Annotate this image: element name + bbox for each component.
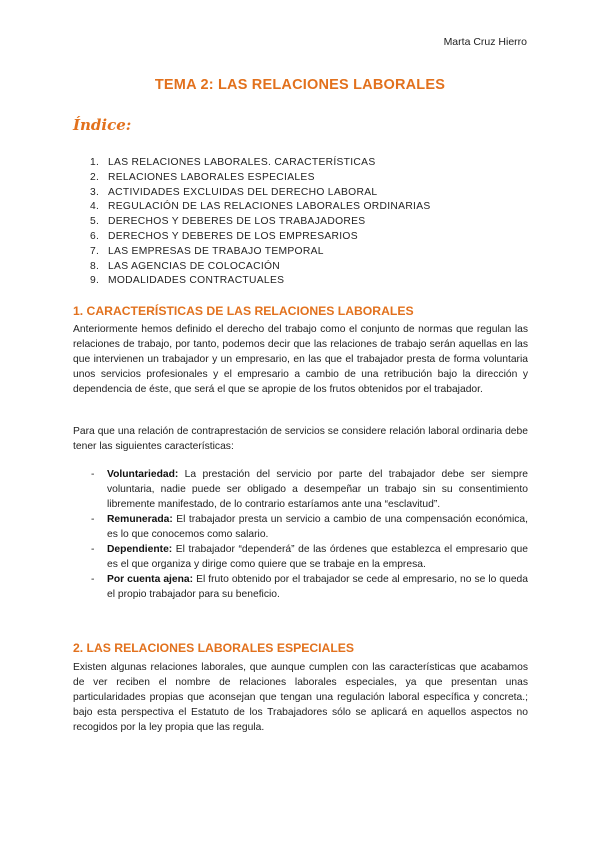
toc-item-number: 5. [90, 216, 100, 228]
toc-item-label: LAS AGENCIAS DE COLOCACIÓN [108, 260, 281, 272]
toc-item-number: 2. [90, 171, 100, 183]
bullet-text: El trabajador presta un servicio a cambio de una compensación económica, es lo que conocemos como salario. [107, 514, 528, 540]
toc-item-number: 4. [90, 201, 100, 213]
toc-item-label: MODALIDADES CONTRACTUALES [108, 275, 285, 287]
bullet-term: Por cuenta ajena: [107, 574, 194, 585]
toc-item-number: 7. [90, 245, 100, 257]
toc-item [90, 245, 431, 260]
toc-item [90, 171, 431, 186]
bullet-term: Remunerada: [107, 514, 173, 525]
section1-heading: 1. CARACTERÍSTICAS DE LAS RELACIONES LABORALES [73, 304, 414, 318]
toc-item-label: ACTIVIDADES EXCLUIDAS DEL DERECHO LABORAL [108, 186, 378, 198]
toc-item-number: 8. [90, 260, 100, 272]
characteristics-list [91, 467, 528, 602]
bullet-dash: - [91, 469, 95, 480]
toc-item [90, 156, 431, 171]
toc-item-label: DERECHOS Y DEBERES DE LOS EMPRESARIOS [108, 230, 358, 242]
toc-item [90, 200, 431, 215]
toc-item-label: DERECHOS Y DEBERES DE LOS TRABAJADORES [108, 216, 366, 228]
toc-item-number: 1. [90, 157, 100, 168]
toc-item-label: RELACIONES LABORALES ESPECIALES [108, 171, 315, 183]
bullet-dash: - [91, 514, 95, 525]
bullet-text: El fruto obtenido por el trabajador se cede al empresario, no se lo queda el propio trabajador para su beneficio. [107, 574, 528, 600]
bullet-term: Dependiente: [107, 544, 173, 555]
index-heading: Índice: [73, 116, 132, 134]
toc-item-label: LAS EMPRESAS DE TRABAJO TEMPORAL [108, 245, 324, 257]
list-item [91, 512, 528, 542]
section2-heading: 2. LAS RELACIONES LABORALES ESPECIALES [73, 641, 355, 655]
toc-item [90, 186, 431, 201]
toc-item-number: 3. [90, 186, 100, 198]
bullet-text: La prestación del servicio por parte del trabajador debe ser siempre voluntaria, nadie puede ser obligado a desempeñar un trabajo sin su consentimiento libremente manifestado, de lo contrario estaríamos ante una “esclavitud”. [107, 469, 528, 510]
bullet-dash: - [91, 574, 95, 585]
section2-paragraph: Existen algunas relaciones laborales, que aunque cumplen con las características que acabamos de ver reciben el nombre de relaciones laborales especiales, ya que presentan unas particularidades propias que aconsejan que tengan una regulación laboral específica y concreta.; bajo esta perspectiva el Estatuto de los Trabajadores sólo se aplicará en aquellos aspectos no recogidos por la ley propia que las regula. [73, 662, 528, 733]
toc-item [90, 230, 431, 245]
toc-item-label: REGULACIÓN DE LAS RELACIONES LABORALES ORDINARIAS [108, 201, 431, 213]
list-item [91, 542, 528, 572]
list-item [91, 467, 528, 512]
toc-item-number: 9. [90, 275, 100, 287]
bullet-term: Voluntariedad: [107, 469, 179, 480]
toc-item-label: LAS RELACIONES LABORALES. CARACTERÍSTICAS [108, 157, 376, 168]
toc-item [90, 215, 431, 230]
page-title: TEMA 2: LAS RELACIONES LABORALES [154, 77, 446, 93]
bullet-text: El trabajador “dependerá” de las órdenes que establezca el empresario que es el que organiza y dirige como quiere que se trabaje en la empresa. [107, 544, 528, 570]
author-name: Marta Cruz Hierro [443, 36, 527, 48]
toc-item-number: 6. [90, 230, 100, 242]
section1-paragraph: Anteriormente hemos definido el derecho del trabajo como el conjunto de normas que regulan las relaciones de trabajo, por tanto, podemos decir que las relaciones de trabajo serán aquellas en las que intervienen un trabajador y un empresario, en las que el trabajador presta de forma voluntaria unos servicios profesionales y el empresario a cambio de una retribución bajo la dirección y dependencia de éste, que será el que se apropie de los frutos obtenidos por el trabajador. [73, 324, 528, 395]
section1-intro-paragraph: Para que una relación de contraprestación de servicios se considere relación laboral ordinaria debe tener las siguientes características: [73, 426, 528, 452]
toc-item [90, 274, 431, 289]
table-of-contents [90, 156, 431, 289]
toc-item [90, 260, 431, 275]
bullet-dash: - [91, 544, 95, 555]
list-item [91, 572, 528, 602]
